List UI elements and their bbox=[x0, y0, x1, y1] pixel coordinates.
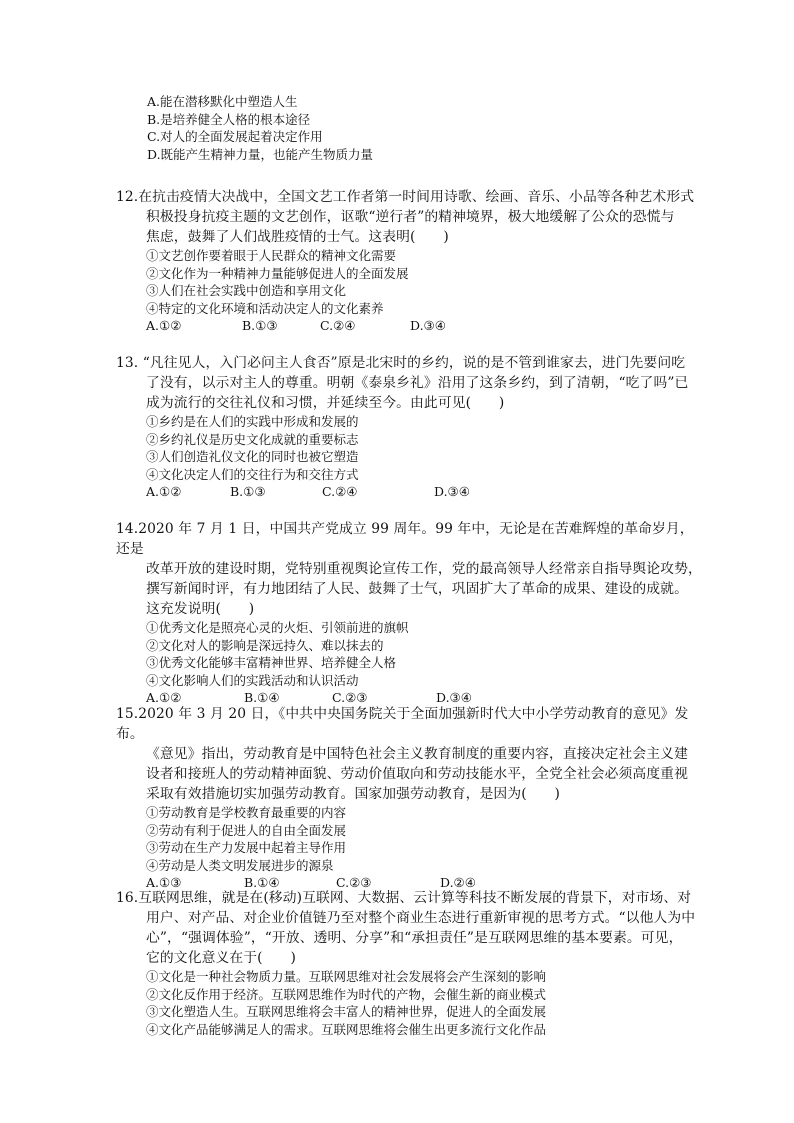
statement-1: ①乡约是在人们的实践中形成和发展的 bbox=[146, 414, 359, 429]
prev-question-options bbox=[147, 93, 707, 163]
statement-1: ①劳动教育是学校教育最重要的内容 bbox=[146, 805, 347, 820]
stem-line: 焦虑，鼓舞了人们战胜疫情的士气。这表明( ) bbox=[146, 229, 449, 245]
statement-2: ②文化作为一种精神力量能够促进人的全面发展 bbox=[146, 265, 409, 281]
stem-line: 12.在抗击疫情大决战中，全国文艺工作者第一时间用诗歌、绘画、音乐、小品等各种艺术形式 bbox=[116, 189, 695, 205]
statement-1: ①文化是一种社会物质力量。互联网思维对社会发展将会产生深刻的影响 bbox=[146, 969, 547, 984]
stem-line: 撰写新闻时评，有力地团结了人民、鼓舞了士气，巩固扩大了革命的成果、建设的成就。 bbox=[146, 581, 688, 597]
stem-line: 14.2020 年 7 月 1 日，中国共产党成立 99 周年。99 年中，无论是在苦难辉煌的革命岁月，还是 bbox=[116, 521, 694, 557]
answer-choices bbox=[146, 317, 706, 335]
choice-d: D.②④ bbox=[440, 875, 476, 891]
statement-1: ①优秀文化是照亮心灵的火炬、引领前进的旗帜 bbox=[146, 620, 409, 635]
choice-a: A.①③ bbox=[146, 875, 182, 891]
statement-3: ③人们创造礼仪文化的同时也被它塑造 bbox=[146, 449, 359, 465]
statement-list bbox=[146, 804, 706, 874]
choice-c: C.②④ bbox=[320, 318, 356, 334]
statement-list bbox=[146, 247, 706, 317]
statement-4: ④特定的文化环境和活动决定人的文化素养 bbox=[146, 300, 384, 316]
question-stem bbox=[116, 353, 706, 413]
statement-2: ②劳动有利于促进人的自由全面发展 bbox=[146, 822, 347, 838]
statement-3: ③优秀文化能够丰富精神世界、培养健全人格 bbox=[146, 655, 397, 671]
choice-d: D.③④ bbox=[410, 318, 446, 334]
option-d: D.既能产生精神力量，也能产生物质力量 bbox=[147, 146, 374, 162]
statement-3: ③人们在社会实践中创造和享用文化 bbox=[146, 283, 347, 299]
stem-line: 13. “凡往见人，入门必问主人食否”原是北宋时的乡约，说的是不管到谁家去，进门先要问吃 bbox=[116, 355, 686, 371]
choice-b: B.①④ bbox=[244, 690, 280, 706]
stem-line: 16.互联网思维，就是在(移动)互联网、大数据、云计算等科技不断发展的背景下，对市场、对 bbox=[116, 890, 692, 906]
choice-b: B.①④ bbox=[244, 875, 280, 891]
stem-line: 用户、对产品、对企业价值链乃至对整个商业生态进行重新审视的思考方式。“以他人为中 bbox=[146, 910, 696, 926]
choice-c: C.②③ bbox=[336, 875, 372, 891]
choice-a: A.①② bbox=[146, 484, 182, 500]
stem-line: 改革开放的建设时期，党特别重视舆论宣传工作，党的最高领导人经常亲自指导舆论攻势， bbox=[146, 561, 702, 577]
stem-line: 它的文化意义在于( ) bbox=[146, 950, 296, 966]
statement-3: ③劳动在生产力发展中起着主导作用 bbox=[146, 840, 347, 856]
question-14 bbox=[116, 519, 706, 707]
stem-line: 了没有，以示对主人的尊重。明朝《泰泉乡礼》沿用了这条乡约，到了清朝，“吃了吗”已 bbox=[146, 375, 689, 391]
stem-line: 积极投身抗疫主题的文艺创作，讴歌“逆行者”的精神境界，极大地缓解了公众的恐慌与 bbox=[146, 209, 675, 225]
stem-line: 采取有效措施切实加强劳动教育。国家加强劳动教育，是因为( ) bbox=[146, 786, 560, 802]
statement-2: ②文化对人的影响是深远持久、难以抹去的 bbox=[146, 637, 384, 653]
choice-a: A.①② bbox=[146, 318, 182, 334]
statement-2: ②文化反作用于经济。互联网思维作为时代的产物，会催生新的商业模式 bbox=[146, 986, 547, 1002]
statement-4: ④文化影响人们的实践活动和认识活动 bbox=[146, 672, 359, 688]
question-12 bbox=[116, 187, 706, 335]
statement-list bbox=[146, 619, 706, 689]
option-c: C.对人的全面发展起着决定作用 bbox=[147, 129, 323, 145]
choice-c: C.②③ bbox=[332, 690, 368, 706]
statement-2: ②乡约礼仪是历史文化成就的重要标志 bbox=[146, 431, 359, 447]
choice-b: B.①③ bbox=[230, 484, 266, 500]
stem-line: 《意见》指出，劳动教育是中国特色社会主义教育制度的重要内容，直接决定社会主义建 bbox=[146, 746, 688, 762]
statement-4: ④文化产品能够满足人的需求。互联网思维将会催生出更多流行文化作品 bbox=[146, 1021, 547, 1037]
option-a: A.能在潜移默化中塑造人生 bbox=[147, 94, 298, 109]
question-stem bbox=[116, 704, 706, 804]
stem-line: 心”，“强调体验”，“开放、透明、分享”和“承担责任”是互联网思维的基本要素。可见， bbox=[146, 930, 683, 946]
statement-4: ④劳动是人类文明发展进步的源泉 bbox=[146, 857, 334, 873]
option-b: B.是培养健全人格的根本途径 bbox=[147, 111, 311, 127]
statement-3: ③文化塑造人生。互联网思维将会丰富人的精神世界，促进人的全面发展 bbox=[146, 1004, 547, 1020]
stem-line: 15.2020 年 3 月 20 日，《中共中央国务院关于全面加强新时代大中小学劳动教育的意见》发布。 bbox=[116, 706, 689, 742]
choice-d: D.③④ bbox=[434, 484, 470, 500]
question-16 bbox=[116, 888, 706, 1038]
choice-a: A.①② bbox=[146, 690, 182, 706]
stem-line: 成为流行的交往礼仪和习惯，并延续至今。由此可见( ) bbox=[146, 395, 505, 411]
question-stem bbox=[116, 187, 706, 247]
statement-1: ①文艺创作要着眼于人民群众的精神文化需要 bbox=[146, 248, 397, 263]
statement-list bbox=[146, 413, 706, 483]
choice-c: C.②④ bbox=[322, 484, 358, 500]
stem-line: 设者和接班人的劳动精神面貌、劳动价值取向和劳动技能水平，全党全社会必须高度重视 bbox=[146, 766, 688, 782]
statement-list bbox=[146, 968, 706, 1038]
choice-b: B.①③ bbox=[242, 318, 278, 334]
question-stem bbox=[116, 519, 706, 619]
question-13 bbox=[116, 353, 706, 501]
statement-4: ④文化决定人们的交往行为和交往方式 bbox=[146, 466, 359, 482]
answer-choices bbox=[146, 483, 706, 501]
stem-line: 这充发说明( ) bbox=[146, 601, 255, 617]
choice-d: D.③④ bbox=[436, 690, 472, 706]
question-15 bbox=[116, 704, 706, 892]
question-stem bbox=[116, 888, 706, 968]
